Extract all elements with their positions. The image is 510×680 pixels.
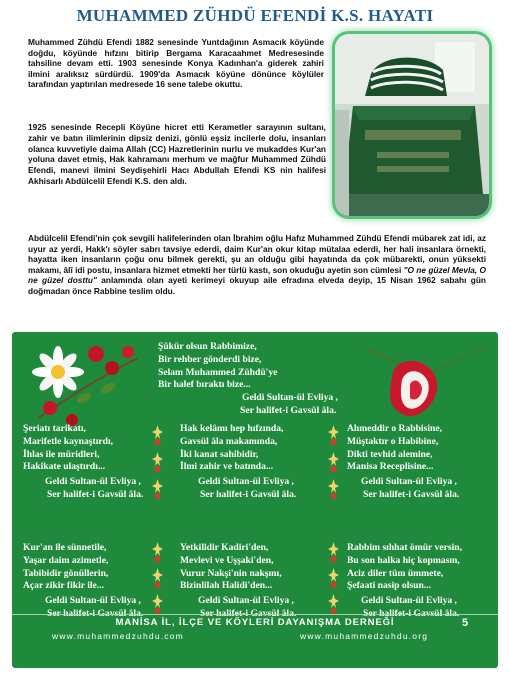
page-number: 5 — [462, 617, 469, 629]
footer-divider — [12, 614, 498, 615]
third-paragraph-middle: anlamında olan ayeti kerimeyi okuyup aile efradına elveda deyip, — [96, 275, 377, 286]
ornament-icon — [152, 594, 163, 615]
poem-line: Bir rehber gönderdi bize, — [158, 353, 262, 365]
poem-line: Vurur Nakşi'nin nakşını, — [180, 567, 282, 579]
ornament-icon — [328, 452, 339, 473]
ornament-icon — [328, 568, 339, 589]
poem-line: Hakikate ulaştırdı... — [23, 461, 106, 473]
third-paragraph-before: Abdülcelil Efendi'nin çok sevgili halifelerinden olan İbrahim oğlu Hafız Muhammed Zühdü Efendi mübarek zat idi, az uyur az yerdi, Hakk'ı söyler sabrı tavsiye ederdi, daim Kur'an okur kitap mütalaa ederdi, her hali insanlara örnekti, hayatta iken insanların çoğu onu bilmek gerekti, şu an olduğu gibi hayatında da çok mübarekti, onun yüksekti makamı, âlî idi postu, insanlara hizmet etmekti her türlü kastı, son okuduğu ayetin son cümlesi — [28, 233, 486, 275]
refrain-line: Geldi Sultan-ül Evliya , — [361, 595, 457, 607]
footer-website-right[interactable]: www.muhammedzuhdu.org — [300, 631, 429, 641]
refrain-line: Ser halifet-i Gavsül âla. — [363, 488, 460, 500]
page-title: MUHAMMED ZÜHDÜ EFENDİ K.S. HAYATI — [76, 6, 434, 25]
poem-col3-stanza-a — [347, 423, 459, 502]
poem-line: Dikti tevhid alemine, — [347, 448, 433, 460]
poem-line: Manisa Receplisine... — [347, 461, 434, 473]
refrain-line: Geldi Sultan-ül Evliya , — [45, 595, 141, 607]
poem-line: Tabibidir gönüllerin, — [23, 567, 109, 579]
poem-line: Aciz diler tüm ümmete, — [347, 567, 444, 579]
tulip-decoration — [362, 338, 490, 430]
refrain-line: Ser halifet-i Gavsül âla. — [240, 404, 337, 416]
intro-paragraph: Muhammed Zühdü Efendi 1882 senesinde Yuntdağının Asmacık köyünde doğdu, köyünde hıfzını bitirip Bergama Karacaahmet Medresesinde tahsiline devam etti. 1903 senesinde Konya Kadınhan'a giderek zahiri ilmini aralıksız sürdürdü. 1909'da Asmacık köyüne dönünce köylüler tarafından yaptırılan medresede 16 sene talebe okuttu. — [28, 37, 324, 89]
poem-line: Açar zikir fikir ile... — [23, 580, 105, 592]
poem-col3-stanza-b — [347, 542, 462, 621]
poem-line: Yaşar daim azimetle, — [23, 554, 109, 566]
refrain-line: Geldi Sultan-ül Evliya , — [361, 476, 457, 488]
refrain-line: Ser halifet-i Gavsül âla. — [47, 488, 144, 500]
poem-line: Müştaktır o Habibine, — [347, 435, 439, 447]
refrain-line: Geldi Sultan-ül Evliya , — [198, 595, 294, 607]
refrain-line: Ser halifet-i Gavsül âla. — [200, 488, 297, 500]
poem-col2-stanza-b — [180, 542, 296, 621]
poem-line: Mevlevi ve Uşşaki'den, — [180, 554, 274, 566]
third-paragraph-quote: "O ne güzel Mevla, O ne güzel dosttu" — [28, 264, 486, 286]
refrain-line: Geldi Sultan-ül Evliya , — [242, 392, 338, 403]
third-paragraph-date: 15 Nisan 1962 — [376, 275, 436, 286]
tomb-image — [335, 34, 489, 216]
ornament-icon — [328, 594, 339, 615]
tomb-photo — [335, 34, 489, 216]
footer-association: MANİSA İL, İLÇE VE KÖYLERİ DAYANIŞMA DERNEĞİ — [115, 617, 395, 628]
ornament-icon — [152, 452, 163, 473]
ornament-icon — [328, 425, 339, 446]
poem-line: Bir halef bıraktı bize... — [158, 379, 251, 391]
ornament-icon — [152, 568, 163, 589]
ornament-icon — [152, 542, 163, 563]
poem-line: Kur'an ile sünnetile, — [23, 542, 107, 553]
poem-col2-stanza-a — [180, 423, 296, 502]
ornament-icon — [152, 425, 163, 446]
poem-line: Marifetle kaynaştırdı, — [23, 435, 114, 447]
poem-line: İlmi zahir ve batında... — [180, 461, 274, 473]
poem-line: Gavsül âla makamında, — [180, 435, 278, 447]
poem-line: Hak kelâmı hep hıfzında, — [180, 423, 284, 434]
poem-line: Rabbim sıhhat ömür versin, — [347, 542, 462, 553]
poem-line: Bizinlilah Halidi'den... — [180, 580, 273, 592]
refrain-line: Geldi Sultan-ül Evliya , — [198, 476, 294, 488]
second-paragraph: 1925 senesinde Recepli Köyüne hicret etti Kerametler sarayının sultanı, zahir ve batın ilimlerinin dipsiz denizi, gönlü eşsiz incilerle dolu, insanları olanca kuvvetiyle daima Allah (CC) Hazretlerinin nurlu ve mukaddes Kur'an yoluna davet etmiş, Hak kahramanı merhum ve mağfur Muhammed Zühdü Efendi, manevi ilmini Seydişehirli Hacı Abdullah Efendi KS nin halifesi Akhisarlı Abdülcelil Efendi K.S. den aldı. — [28, 122, 326, 186]
poem-col1-stanza-a — [23, 423, 143, 502]
ornament-icon — [328, 479, 339, 500]
ornament-icon — [328, 542, 339, 563]
third-paragraph-after: sabahı gün doğmadan önce Rabbine teslim oldu. — [28, 275, 486, 296]
refrain-line: Geldi Sultan-ül Evliya , — [45, 476, 141, 488]
poem-line: İhlas ile müridleri, — [23, 448, 100, 460]
poem-line: Ahmeddir o Rabbisine, — [347, 423, 442, 434]
poem-line: Bu son halka hiç kopmasın, — [347, 554, 460, 566]
footer-website-left[interactable]: www.muhammedzuhdu.com — [52, 631, 184, 641]
poem-line: Şükür olsun Rabbimize, — [158, 341, 257, 352]
poem-line: Selam Muhammed Zühdü'ye — [158, 366, 278, 378]
poem-top-stanza — [158, 341, 277, 392]
poem-line: Yetkilidir Kadiri'den, — [180, 542, 269, 553]
poem-line: Şefaati nasip olsun... — [347, 580, 431, 592]
poem-col1-stanza-b — [23, 542, 143, 621]
third-paragraph — [28, 233, 486, 297]
poem-line: İki kanat sahibidir, — [180, 448, 259, 460]
poem-top-refrain — [242, 392, 338, 418]
poem-line: Şeriatı tarikatı, — [23, 423, 86, 434]
ornament-icon — [152, 479, 163, 500]
